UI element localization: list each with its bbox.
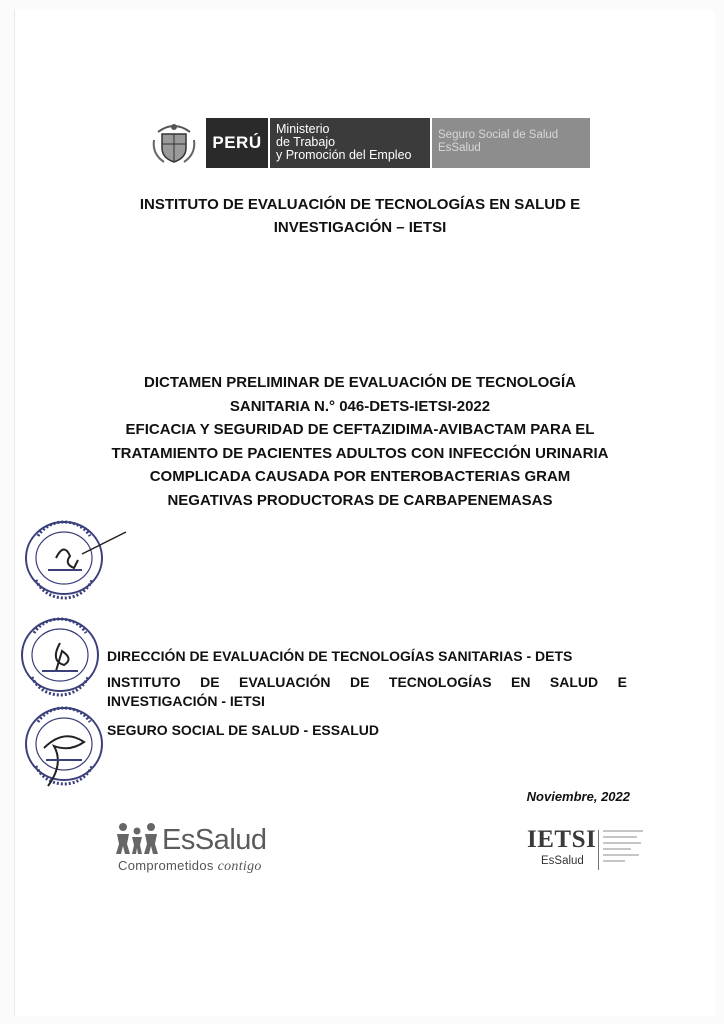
family-icon <box>114 822 160 856</box>
ietsi-subtitle: EsSalud <box>541 855 584 867</box>
ietsi-logo <box>527 826 647 878</box>
org-word: SALUD <box>549 674 599 690</box>
org-essalud: SEGURO SOCIAL DE SALUD - ESSALUD <box>107 722 379 738</box>
agency-line: Seguro Social de Salud <box>438 129 559 141</box>
org-word: DE <box>349 674 370 690</box>
approval-stamp <box>20 700 112 801</box>
org-ietsi <box>107 674 627 690</box>
tagline-plain: Comprometidos <box>118 858 218 873</box>
institute-title <box>100 193 620 239</box>
org-word: TECNOLOGÍAS <box>388 674 492 690</box>
title-line: INSTITUTO DE EVALUACIÓN DE TECNOLOGÍAS EN SALUD E <box>139 196 581 213</box>
logo-fine-print <box>603 830 647 870</box>
ministry-line: y Promoción del Empleo <box>276 148 412 162</box>
dictamen-line: EFICACIA Y SEGURIDAD DE CEFTAZIDIMA-AVIBACTAM PARA EL <box>125 421 595 438</box>
essalud-tagline <box>118 858 262 875</box>
peru-label: PERÚ <box>206 118 268 168</box>
coat-of-arms-icon <box>148 118 200 168</box>
approval-stamp <box>16 615 108 702</box>
essalud-wordmark: EsSalud <box>162 824 267 856</box>
dictamen-line: NEGATIVAS PRODUCTORAS DE CARBAPENEMASAS <box>167 491 553 509</box>
org-word: EN <box>511 674 531 690</box>
logo-divider <box>598 830 599 870</box>
org-dets: DIRECCIÓN DE EVALUACIÓN DE TECNOLOGÍAS SANITARIAS - DETS <box>107 648 573 664</box>
ministry-line: Ministerio <box>276 122 330 136</box>
org-word: E <box>617 674 627 690</box>
agency-line: EsSalud <box>438 142 481 154</box>
title-line: INVESTIGACIÓN – IETSI <box>273 219 447 236</box>
tagline-italic: contigo <box>217 859 262 874</box>
essalud-logo <box>114 820 284 876</box>
agency-label <box>430 118 590 168</box>
ietsi-wordmark: IETSI <box>527 826 597 853</box>
ministry-line: de Trabajo <box>276 135 336 149</box>
org-word: DE <box>200 674 220 690</box>
dictamen-line: COMPLICADA CAUSADA POR ENTEROBACTERIAS GRAM <box>149 468 571 485</box>
document-date: Noviembre, 2022 <box>526 789 630 804</box>
org-word: INSTITUTO <box>107 674 181 690</box>
approval-stamp <box>18 518 128 605</box>
dictamen-line: SANITARIA N.° 046-DETS-IETSI-2022 <box>229 397 491 415</box>
org-ietsi-continuation: INVESTIGACIÓN - IETSI <box>107 693 265 709</box>
org-word: EVALUACIÓN <box>239 674 331 690</box>
dictamen-title <box>100 371 620 512</box>
dictamen-line: DICTAMEN PRELIMINAR DE EVALUACIÓN DE TECNOLOGÍA <box>144 374 576 391</box>
government-banner <box>148 118 590 168</box>
dictamen-line: TRATAMIENTO DE PACIENTES ADULTOS CON INFECCIÓN URINARIA <box>111 444 609 462</box>
ministry-label <box>268 118 430 168</box>
